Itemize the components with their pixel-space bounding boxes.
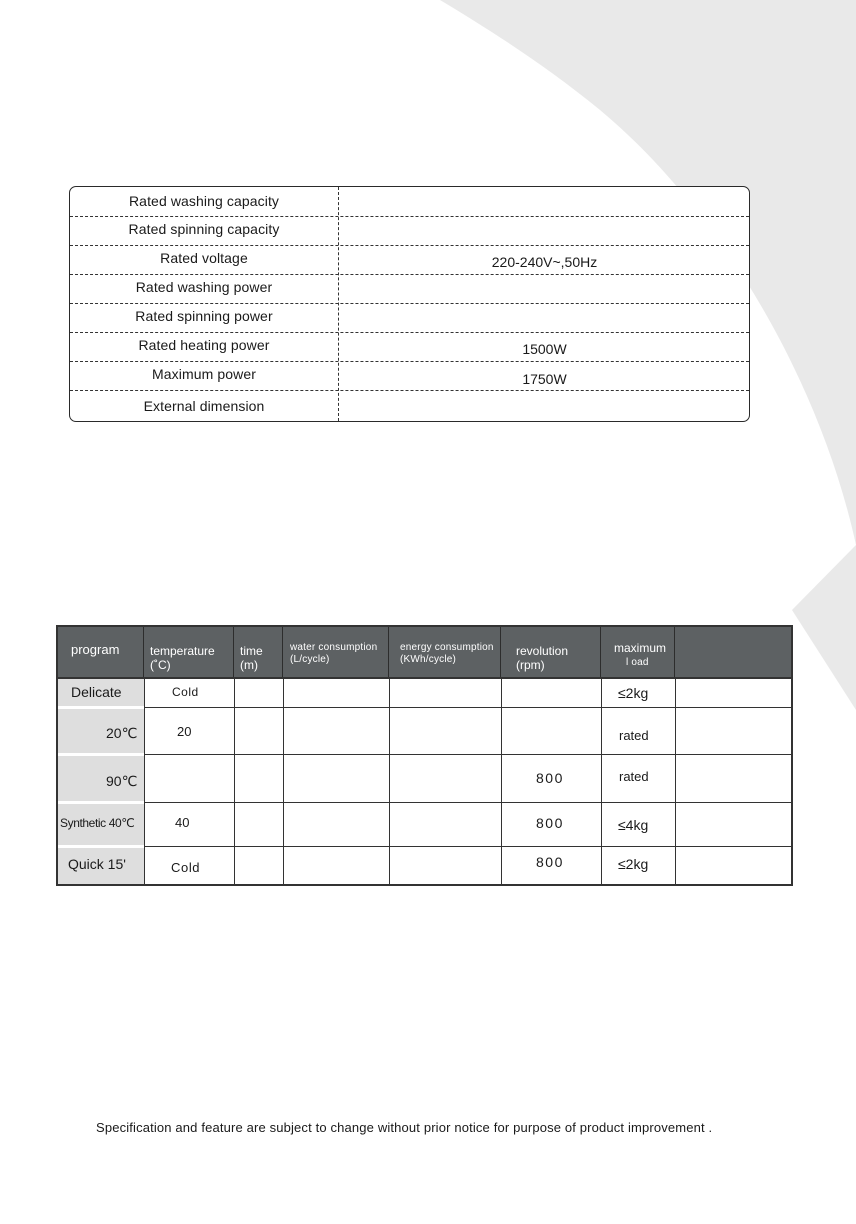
column-line <box>283 677 284 884</box>
header-extra <box>675 627 791 677</box>
header-revolution: revolution (rpm) <box>501 627 601 677</box>
spec-label: Rated voltage <box>160 250 248 266</box>
spec-label: Rated heating power <box>138 337 270 353</box>
temperature-value: 20 <box>177 724 192 739</box>
spec-row <box>70 390 749 421</box>
spec-row <box>70 274 749 304</box>
program-name: Synthetic 40℃ <box>60 816 135 830</box>
column-line <box>144 677 145 884</box>
header-energy-consumption: energy consumption (KWh/cycle) <box>389 627 501 677</box>
revolution-value: 800 <box>536 854 564 870</box>
program-table <box>56 625 793 886</box>
temperature-value: Cold <box>172 685 199 699</box>
row-line <box>58 846 791 847</box>
spec-label: Maximum power <box>152 366 256 382</box>
row-gap <box>58 753 144 756</box>
spec-row <box>70 245 749 275</box>
header-temperature: temperature (˚C) <box>144 627 234 677</box>
spec-row <box>70 332 749 362</box>
program-name: Quick 15' <box>68 856 126 872</box>
row-line <box>58 754 791 755</box>
row-gap <box>58 845 144 848</box>
row-gap <box>58 801 144 804</box>
program-name: Delicate <box>71 684 122 700</box>
column-line <box>389 677 390 884</box>
spec-row <box>70 361 749 391</box>
header-maximum-load: maximum l oad <box>601 627 675 677</box>
revolution-value: 800 <box>536 770 564 786</box>
revolution-value: 800 <box>536 815 564 831</box>
spec-label: Rated spinning power <box>135 308 273 324</box>
header-time: time (m) <box>234 627 283 677</box>
spec-value: 1750W <box>522 371 567 387</box>
spec-label: Rated spinning capacity <box>128 221 280 237</box>
spec-row <box>70 216 749 246</box>
max-load-value: rated <box>619 728 649 743</box>
specification-table <box>69 186 750 422</box>
temperature-value: 40 <box>175 815 190 830</box>
max-load-value: ≤2kg <box>618 856 649 872</box>
program-name: 20℃ <box>106 725 138 741</box>
program-name: 90℃ <box>106 773 138 789</box>
header-water-consumption: water consumption (L/cycle) <box>283 627 389 677</box>
row-gap <box>58 706 144 709</box>
temperature-value: Cold <box>171 860 201 875</box>
column-line <box>675 677 676 884</box>
spec-label: Rated washing power <box>135 279 273 295</box>
spec-value: 220-240V~,50Hz <box>491 254 598 270</box>
row-line <box>58 707 791 708</box>
program-table-header <box>58 627 791 679</box>
spec-value: 1500W <box>522 341 567 357</box>
spec-label: External dimension <box>143 398 265 414</box>
row-line <box>58 802 791 803</box>
max-load-value: rated <box>619 769 649 784</box>
spec-label: Rated washing capacity <box>128 193 280 209</box>
header-program: program <box>58 627 144 677</box>
spec-row <box>70 303 749 333</box>
max-load-value: ≤2kg <box>618 685 649 701</box>
column-line <box>234 677 235 884</box>
disclaimer-footer: Specification and feature are subject to change without prior notice for purpose of product improvement . <box>96 1120 713 1135</box>
spec-row <box>70 187 749 217</box>
column-line <box>601 677 602 884</box>
column-line <box>501 677 502 884</box>
max-load-value: ≤4kg <box>618 817 649 833</box>
